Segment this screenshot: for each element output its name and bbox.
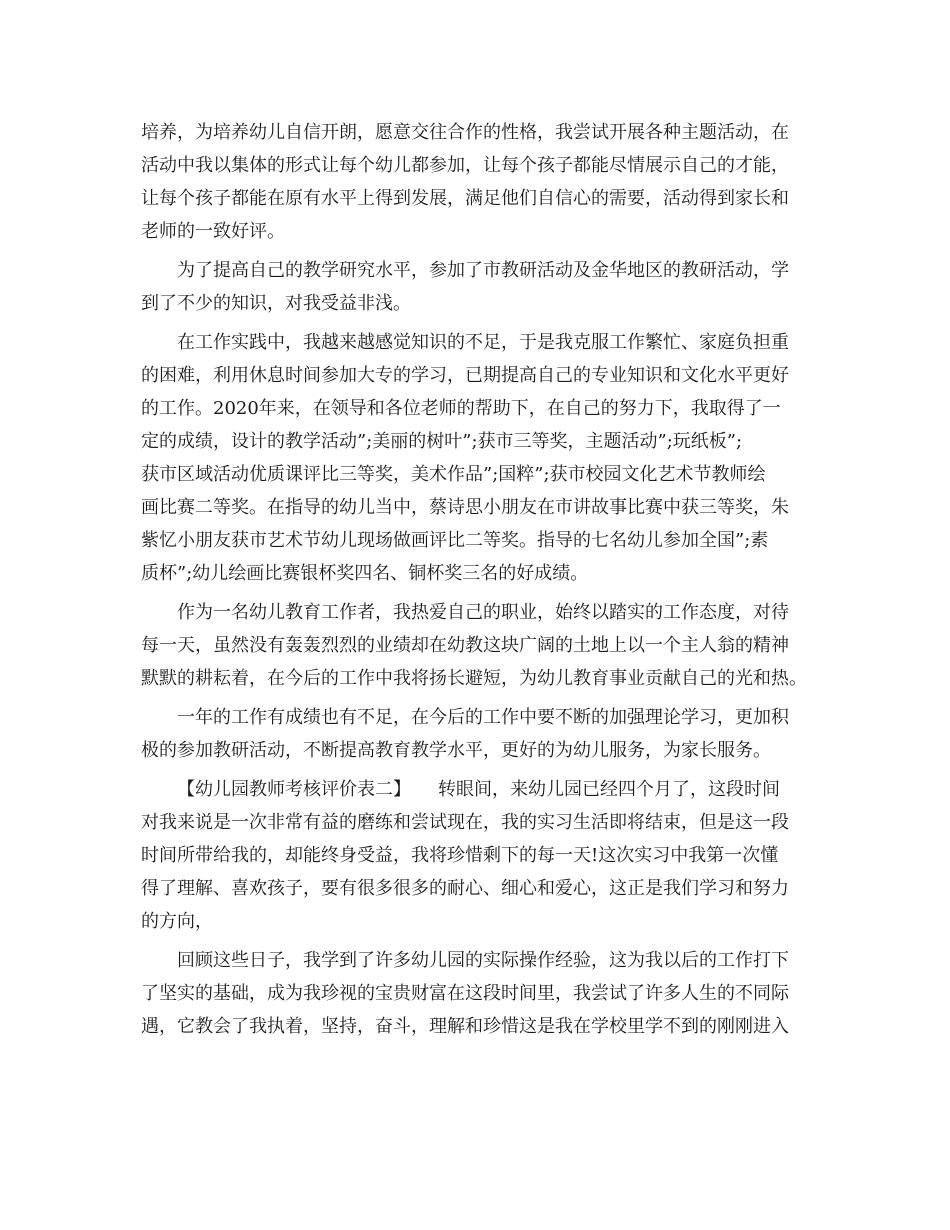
text-line: 紫忆小朋友获市艺术节幼儿现场做画评比二等奖。指导的七名幼儿参加全国”;素 [141,530,769,551]
text-line: 一年的工作有成绩也有不足，在今后的工作中要不断的加强理论学习，更加积 [177,707,789,728]
text-line: 得了理解、喜欢孩子，要有很多很多的耐心、细心和爱心，这正是我们学习和努力 [141,878,789,899]
text-line: 时间所带给我的，却能终身受益，我将珍惜剩下的每一天!这次实习中我第一次懂 [141,845,779,866]
paragraph [141,944,821,1043]
text-line: 定的成绩，设计的教学活动”;美丽的树叶”;获市三等奖，主题活动”;玩纸板”; [141,431,743,452]
text-line: 的工作。2020年来，在领导和各位老师的帮助下，在自己的努力下，我取得了一 [141,398,781,419]
text-line: 的困难，利用休息时间参加大专的学习，已期提高自己的专业知识和文化水平更好 [141,365,789,386]
text-line: 回顾这些日子，我学到了许多幼儿园的实际操作经验，这为我以后的工作打下 [177,950,789,971]
text-line: 每一天，虽然没有轰轰烈烈的业绩却在幼教这块广阔的土地上以一个主人翁的精神 [141,635,789,656]
paragraph [141,254,821,320]
text-line: 极的参加教研活动，不断提高教育教学水平，更好的为幼儿服务，为家长服务。 [141,740,771,761]
text-line: 的方向， [141,911,213,932]
text-line: 在工作实践中，我越来越感觉知识的不足，于是我克服工作繁忙、家庭负担重 [177,332,789,353]
paragraph [141,596,821,695]
text-line: 遇，它教会了我执着，坚持，奋斗，理解和珍惜这是我在学校里学不到的刚刚进入 [141,1016,789,1037]
paragraph [141,773,821,938]
text-line: 对我来说是一次非常有益的磨练和尝试现在，我的实习生活即将结束，但是这一段 [141,812,789,833]
text-line: 到了不少的知识，对我受益非浅。 [141,293,411,314]
text-line: 为了提高自己的教学研究水平，参加了市教研活动及金华地区的教研活动，学 [177,260,789,281]
text-line: 默默的耕耘着，在今后的工作中我将扬长避短，为幼儿教育事业贡献自己的光和热。 [141,668,807,689]
document-body [141,116,821,1049]
text-line: 【幼儿园教师考核评价表二】 转眼间，来幼儿园已经四个月了，这段时间 [177,779,780,800]
paragraph [141,326,821,590]
text-line: 作为一名幼儿教育工作者，我热爱自己的职业，始终以踏实的工作态度，对待 [177,602,789,623]
paragraph [141,116,821,248]
text-line: 活动中我以集体的形式让每个幼儿都参加，让每个孩子都能尽情展示自己的才能， [141,155,789,176]
text-line: 画比赛二等奖。在指导的幼儿当中，蔡诗思小朋友在市讲故事比赛中获三等奖，朱 [141,497,789,518]
text-line: 获市区域活动优质课评比三等奖，美术作品”;国粹”;获市校园文化艺术节教师绘 [141,464,766,485]
text-line: 培养，为培养幼儿自信开朗，愿意交往合作的性格，我尝试开展各种主题活动，在 [141,122,789,143]
text-line: 老师的一致好评。 [141,221,285,242]
text-line: 质杯”;幼儿绘画比赛银杯奖四名、铜杯奖三名的好成绩。 [141,563,589,584]
text-line: 了坚实的基础，成为我珍视的宝贵财富在这段时间里，我尝试了许多人生的不同际 [141,983,789,1004]
paragraph [141,701,821,767]
text-line: 让每个孩子都能在原有水平上得到发展，满足他们自信心的需要，活动得到家长和 [141,188,789,209]
